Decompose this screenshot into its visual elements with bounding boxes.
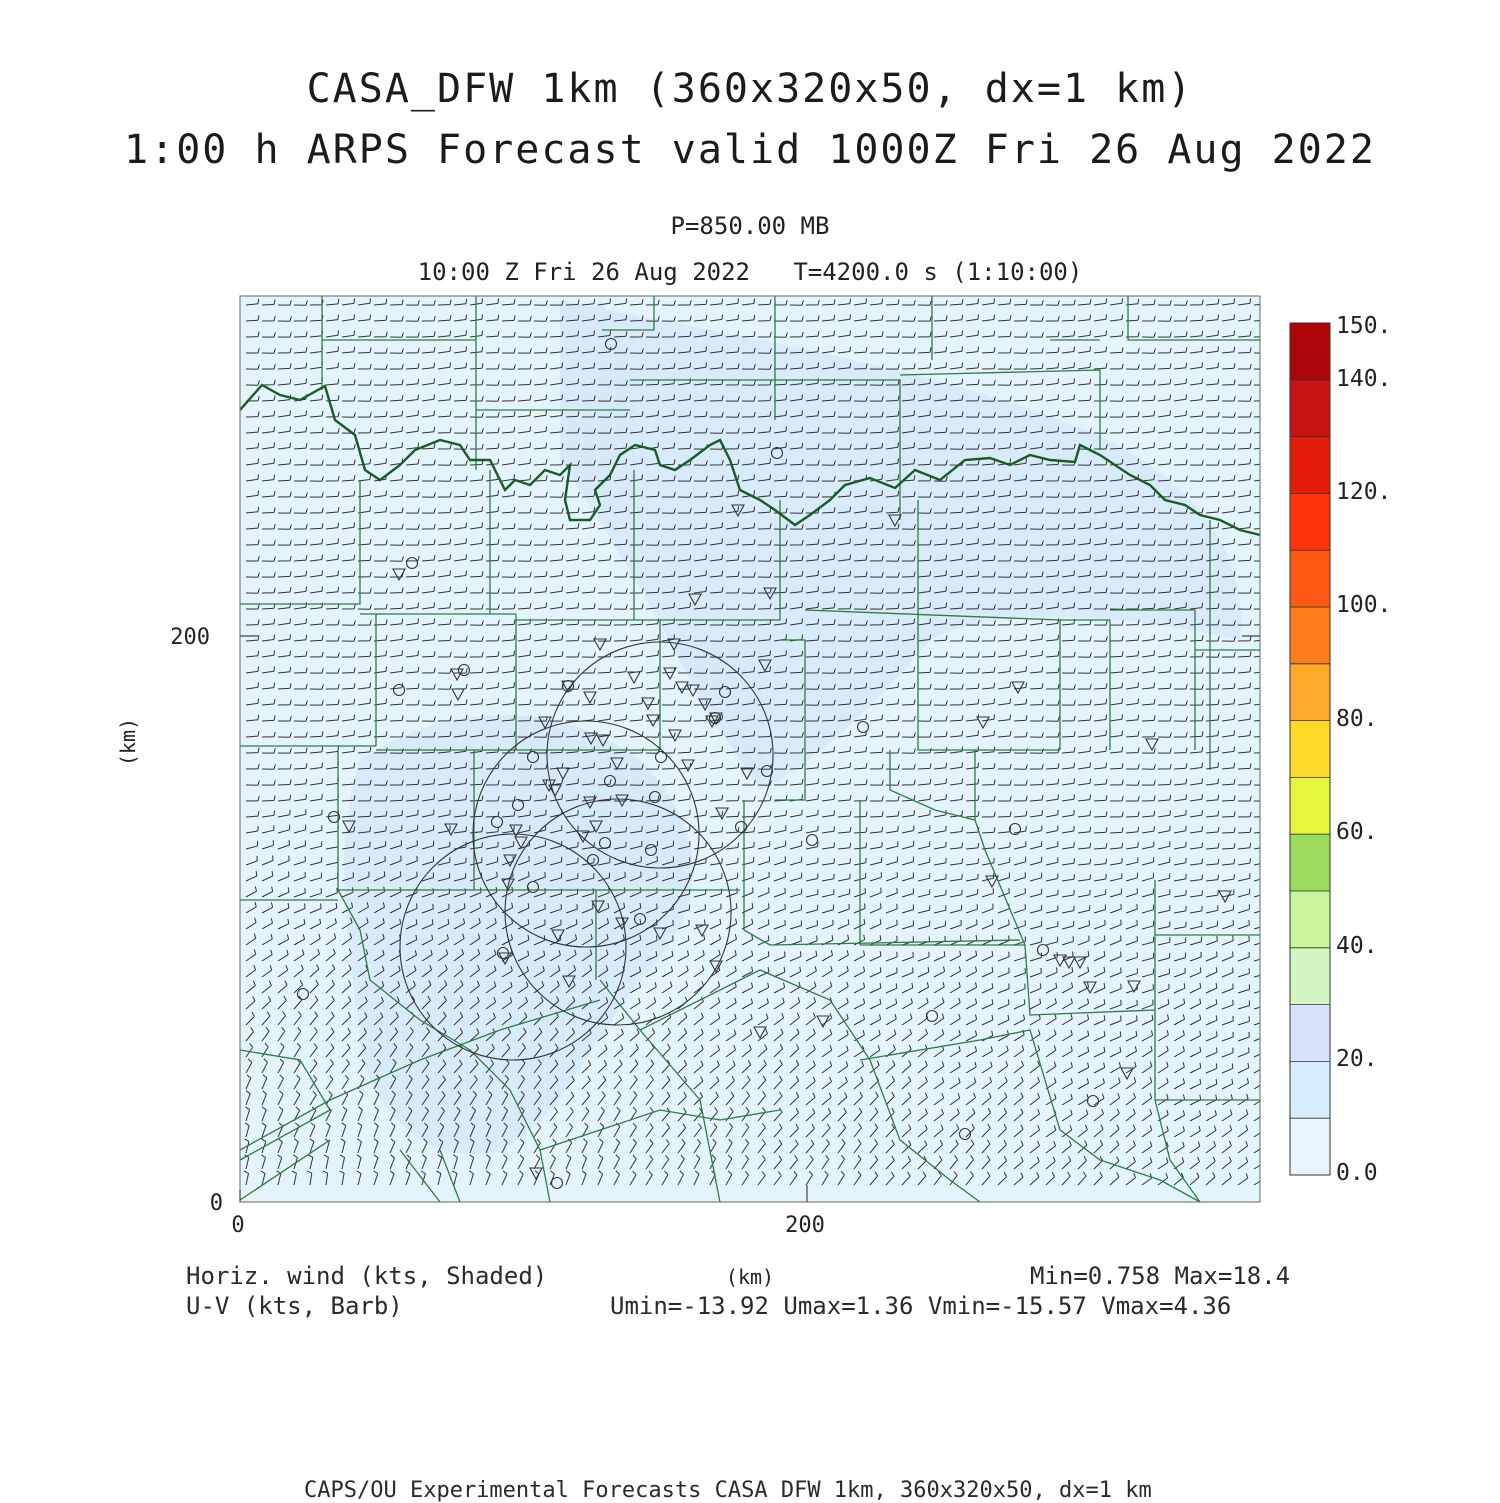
colorbar-segment <box>1290 437 1330 494</box>
footer-text: CAPS/OU Experimental Forecasts CASA DFW 1km, 360x320x50, dx=1 km <box>304 1478 1152 1503</box>
chart-title-line2: 1:00 h ARPS Forecast valid 1000Z Fri 26 Aug 2022 <box>124 127 1376 173</box>
colorbar-label-20: 20. <box>1336 1046 1378 1072</box>
colorbar-segment <box>1290 834 1330 891</box>
colorbar-segment <box>1290 1061 1330 1118</box>
x-tick-200: 200 <box>785 1213 825 1238</box>
colorbar-segment <box>1290 664 1330 721</box>
y-tick-0: 0 <box>209 1191 223 1216</box>
map-area <box>240 296 1267 1202</box>
x-axis-label: (km) <box>725 1265 775 1289</box>
valid-time-label: 10:00 Z Fri 26 Aug 2022 T=4200.0 s (1:10:00) <box>417 258 1083 286</box>
uv-stats-label: Umin=-13.92 Umax=1.36 Vmin=-15.57 Vmax=4.36 <box>610 1292 1232 1320</box>
colorbar-segment <box>1290 1005 1330 1062</box>
colorbar-label-40: 40. <box>1336 933 1378 959</box>
colorbar-label-150: 150. <box>1336 313 1392 339</box>
y-tick-200: 200 <box>170 625 210 650</box>
colorbar-label-140: 140. <box>1336 366 1392 392</box>
colorbar-segment <box>1290 380 1330 437</box>
y-axis-label: (km) <box>116 717 141 767</box>
colorbar-segment <box>1290 607 1330 664</box>
colorbar-segment <box>1290 777 1330 834</box>
colorbar-segment <box>1290 323 1330 380</box>
colorbar-label-100: 100. <box>1336 592 1392 618</box>
pressure-level-label: P=850.00 MB <box>670 212 830 240</box>
colorbar-segment <box>1290 891 1330 948</box>
colorbar-label-0: 0.0 <box>1336 1160 1378 1186</box>
colorbar-segment <box>1290 550 1330 607</box>
legend-shaded: Horiz. wind (kts, Shaded) <box>186 1262 548 1290</box>
x-tick-0: 0 <box>231 1213 245 1238</box>
min-max-label: Min=0.758 Max=18.4 <box>1030 1262 1291 1290</box>
colorbar-label-120: 120. <box>1336 479 1392 505</box>
chart-title-line1: CASA_DFW 1km (360x320x50, dx=1 km) <box>306 66 1194 112</box>
colorbar-label-80: 80. <box>1336 706 1378 732</box>
legend-barb: U-V (kts, Barb) <box>186 1292 403 1320</box>
colorbar-segment <box>1290 721 1330 778</box>
colorbar <box>1290 323 1330 1176</box>
colorbar-segment <box>1290 1118 1330 1175</box>
colorbar-label-60: 60. <box>1336 819 1378 845</box>
colorbar-segment <box>1290 493 1330 550</box>
colorbar-segment <box>1290 948 1330 1005</box>
